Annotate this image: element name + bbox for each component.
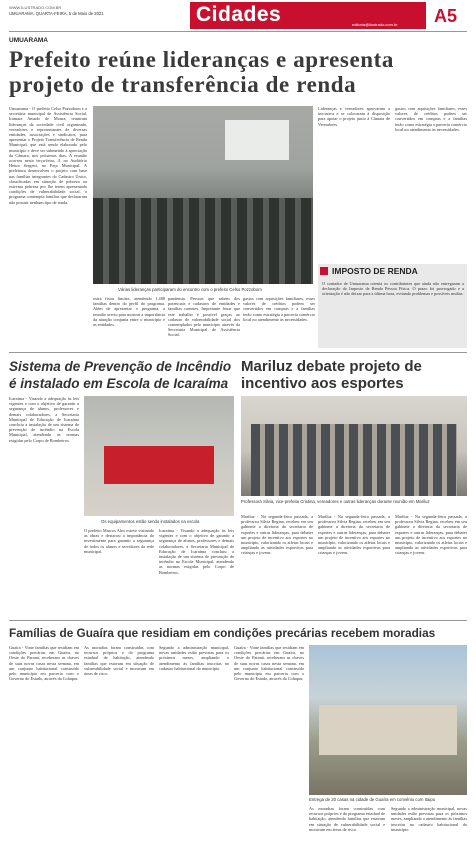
right-text-2: Mariluz - Na segunda-feira passada, a professora Silvia Regina, recebeu em seu gabinete a diretoria da secretaria de esportes e outras lideranças, para debater um projeto de incentivo aos esportes no município, valorizando os atletas locais e ampliando as atividades esportivas para crianças e jovens. — [318, 514, 390, 556]
top-headline: Prefeito reúne lideranças e apresenta projeto de transferência de renda — [9, 47, 395, 97]
header-edition: UMUARAMA, QUARTA-FEIRA, 5 de Maio de 2021 — [9, 11, 104, 16]
left-text-2: O prefeito Marcos Alex esteve visitando as obras e destacou a importância do investimento para garantir a segurança de todos os alunos e servidores da rede municipal. — [84, 528, 154, 554]
page-number: A5 — [434, 6, 458, 26]
bottom-text-6: Segundo a administração municipal, novas unidades estão previstas para os próximos meses, ampliando o atendimento às famílias inscritas no cadastro habitacional do município. — [391, 806, 467, 832]
top-story-col4: gastos com aquisições familiares, esses valores de créditos podem ser convertidos em compras e a famílias terão como estratégia a parceria comércio local no atendimento às necessidades. — [243, 296, 315, 322]
left-photo — [84, 396, 234, 516]
photo-audience — [93, 198, 313, 284]
mid-divider — [9, 352, 467, 353]
story-kicker: UMUARAMA — [9, 37, 48, 44]
bottom-divider — [9, 620, 467, 621]
left-text-3: Icaraíma - Visando a adequação às leis vigentes e com o objetivo de garantir a segurança de alunos, professores e demais colaboradores, a Secretaria Municipal de Educação de Icaraíma concluiu a instalação de um sistema de prevenção de incêndio na Escola Municipal, atendendo as normas exigidas pelo Corpo de Bombeiros. — [159, 528, 234, 575]
bottom-headline: Famílias de Guaíra que residiam em condições precárias recebem moradias — [9, 626, 436, 640]
bottom-photo-caption: Entrega de 20 casas na cidade de Guaíra em convênio com Itaipu — [309, 797, 436, 802]
top-photo-caption: Várias lideranças participaram do encontro com o prefeito Celso Pozzobom — [118, 287, 262, 292]
photo-group — [251, 424, 457, 496]
top-story-col1: Umuarama - O prefeito Celso Pozzobom e a secretária municipal de Assistência Social, Iramara Amado de Moura, reuniram lideranças da sociedade civil organizada, vereadores e representantes de diversas entidades, associações e sindicatos, para apresentar o Projeto Transferência de Renda Municipal, que está sendo elaborado pelo município e deve ser submetido à apreciação da Câmara, nos próximos dias. A reunião ocorreu nesta terça-feira, 4, no Auditório Heitor Sergetti, no Paço Municipal. A prefeitura desenvolveu o projeto com base nas famílias integrantes do Cadastro Único, classificadas em situação de pobreza ou extrema pobreza por lhe terem apresentado condições de vulnerabilidade social, o programa contempla famílias que declararam não possuir nenhum tipo de renda. — [9, 106, 87, 205]
photo-houses — [319, 705, 457, 755]
photo-equipment — [104, 446, 214, 484]
section-title: Cidades — [196, 3, 282, 26]
right-photo-caption: Professora Silvia, vice-prefeita Cristina, vereadores e outras lideranças durante reunião em Mariluz — [241, 499, 430, 504]
bottom-text-4: Guaíra - Vinte famílias que residiam em condições precárias em Guaíra, no Oeste do Paraná, receberam as chaves de suas novas casas nesta semana, em um conjunto habitacional construído pelo município em parceria com o Governo do Estado, através da Cohapar. — [234, 645, 304, 682]
right-headline: Mariluz debate projeto de incentivo aos esportes — [241, 358, 422, 392]
bottom-text-3: Segundo a administração municipal, novas unidades estão previstas para os próximos meses, ampliando o atendimento às famílias inscritas no cadastro habitacional do município. — [159, 645, 229, 671]
top-story-photo — [93, 106, 313, 284]
top-story-col6: gastos com aquisições familiares, esses valores de créditos podem ser convertidos em compras e a famílias terão como estratégia a parceria comércio local no atendimento às necessidades. — [395, 106, 467, 132]
header-divider — [9, 31, 467, 32]
bottom-text-1: Guaíra - Vinte famílias que residiam em condições precárias em Guaíra, no Oeste do Paraná, receberam as chaves de suas novas casas nesta semana, em um conjunto habitacional construído pelo município em parceria com o Governo do Estado, através da Cohapar. — [9, 645, 79, 682]
right-text-3: Mariluz - Na segunda-feira passada, a professora Silvia Regina, recebeu em seu gabinete a diretoria da secretaria de esportes e outras lideranças, para debater um projeto de incentivo aos esportes no município, valorizando os atletas locais e ampliando as atividades esportivas para crianças e jovens. — [395, 514, 467, 556]
header-email: editoria@ilustrado.com.br — [352, 22, 398, 27]
bottom-photo — [309, 645, 467, 795]
top-story-col5: Lideranças e vereadores aprovaram a iniciativa e se colocaram à disposição para apoiar o projeto junto à Câmara de Vereadores. — [318, 106, 390, 127]
top-story-col3: pandemia. Pessoas que sabem dos potenciais e cadastros de entidades e famílias carentes. Importante frisar que este trabalho é possível graças ao cadastro de vulnerabilidade social dos contemplados pelo município através da Secretaria Municipal de Assistência Social. — [168, 296, 240, 338]
left-headline: Sistema de Prevenção de Incêndio é instalado em Escola de Icaraíma — [9, 359, 232, 391]
sidebar-title: IMPOSTO DE RENDA — [332, 266, 418, 276]
left-text-1: Icaraíma - Visando a adequação às leis vigentes e com o objetivo de garantir a segurança de alunos, professores e demais colaboradores, a Secretaria Municipal de Educação de Icaraíma concluiu a instalação de um sistema de prevenção de incêndio na Escola Municipal, atendendo as normas exigidas pelo Corpo de Bombeiros. — [9, 396, 79, 443]
photo-screen — [225, 120, 289, 160]
bottom-text-5: As moradias foram construídas com recursos próprios e do programa estadual de habitação, atendendo famílias que estavam em situação de vulnerabilidade social e moravam em áreas de risco. — [309, 806, 385, 832]
right-text-1: Mariluz - Na segunda-feira passada, a professora Silvia Regina, recebeu em seu gabinete a diretoria da secretaria de esportes e outras lideranças, para debater um projeto de incentivo aos esportes no município, valorizando os atletas locais e ampliando as atividades esportivas para crianças e jovens. — [241, 514, 313, 556]
top-story-col2: extra fixou limites, atendendo 1.488 famílias dentro do perfil do programa. Além de apresentar o programa, a reunião serviu para mostrar a importância da atuação conjunta entre o município e as entidades. — [93, 296, 165, 328]
sidebar-text: O contador de Umuarama orienta os contribuintes que ainda não entregaram a declaração do Imposto de Renda Pessoa Física. O prazo foi prorrogado e a orientação é não deixar para a última hora, evitando problemas e possíveis multas. — [322, 281, 464, 297]
header-site: WWW.ILUSTRADO.COM.BR — [9, 5, 62, 10]
right-photo — [241, 396, 467, 496]
left-photo-caption: Os equipamentos estão sendo instalados na escola — [101, 519, 200, 524]
bottom-text-2: As moradias foram construídas com recursos próprios e do programa estadual de habitação, atendendo famílias que estavam em situação de vulnerabilidade social e moravam em áreas de risco. — [84, 645, 154, 677]
sidebar-marker — [320, 267, 328, 275]
